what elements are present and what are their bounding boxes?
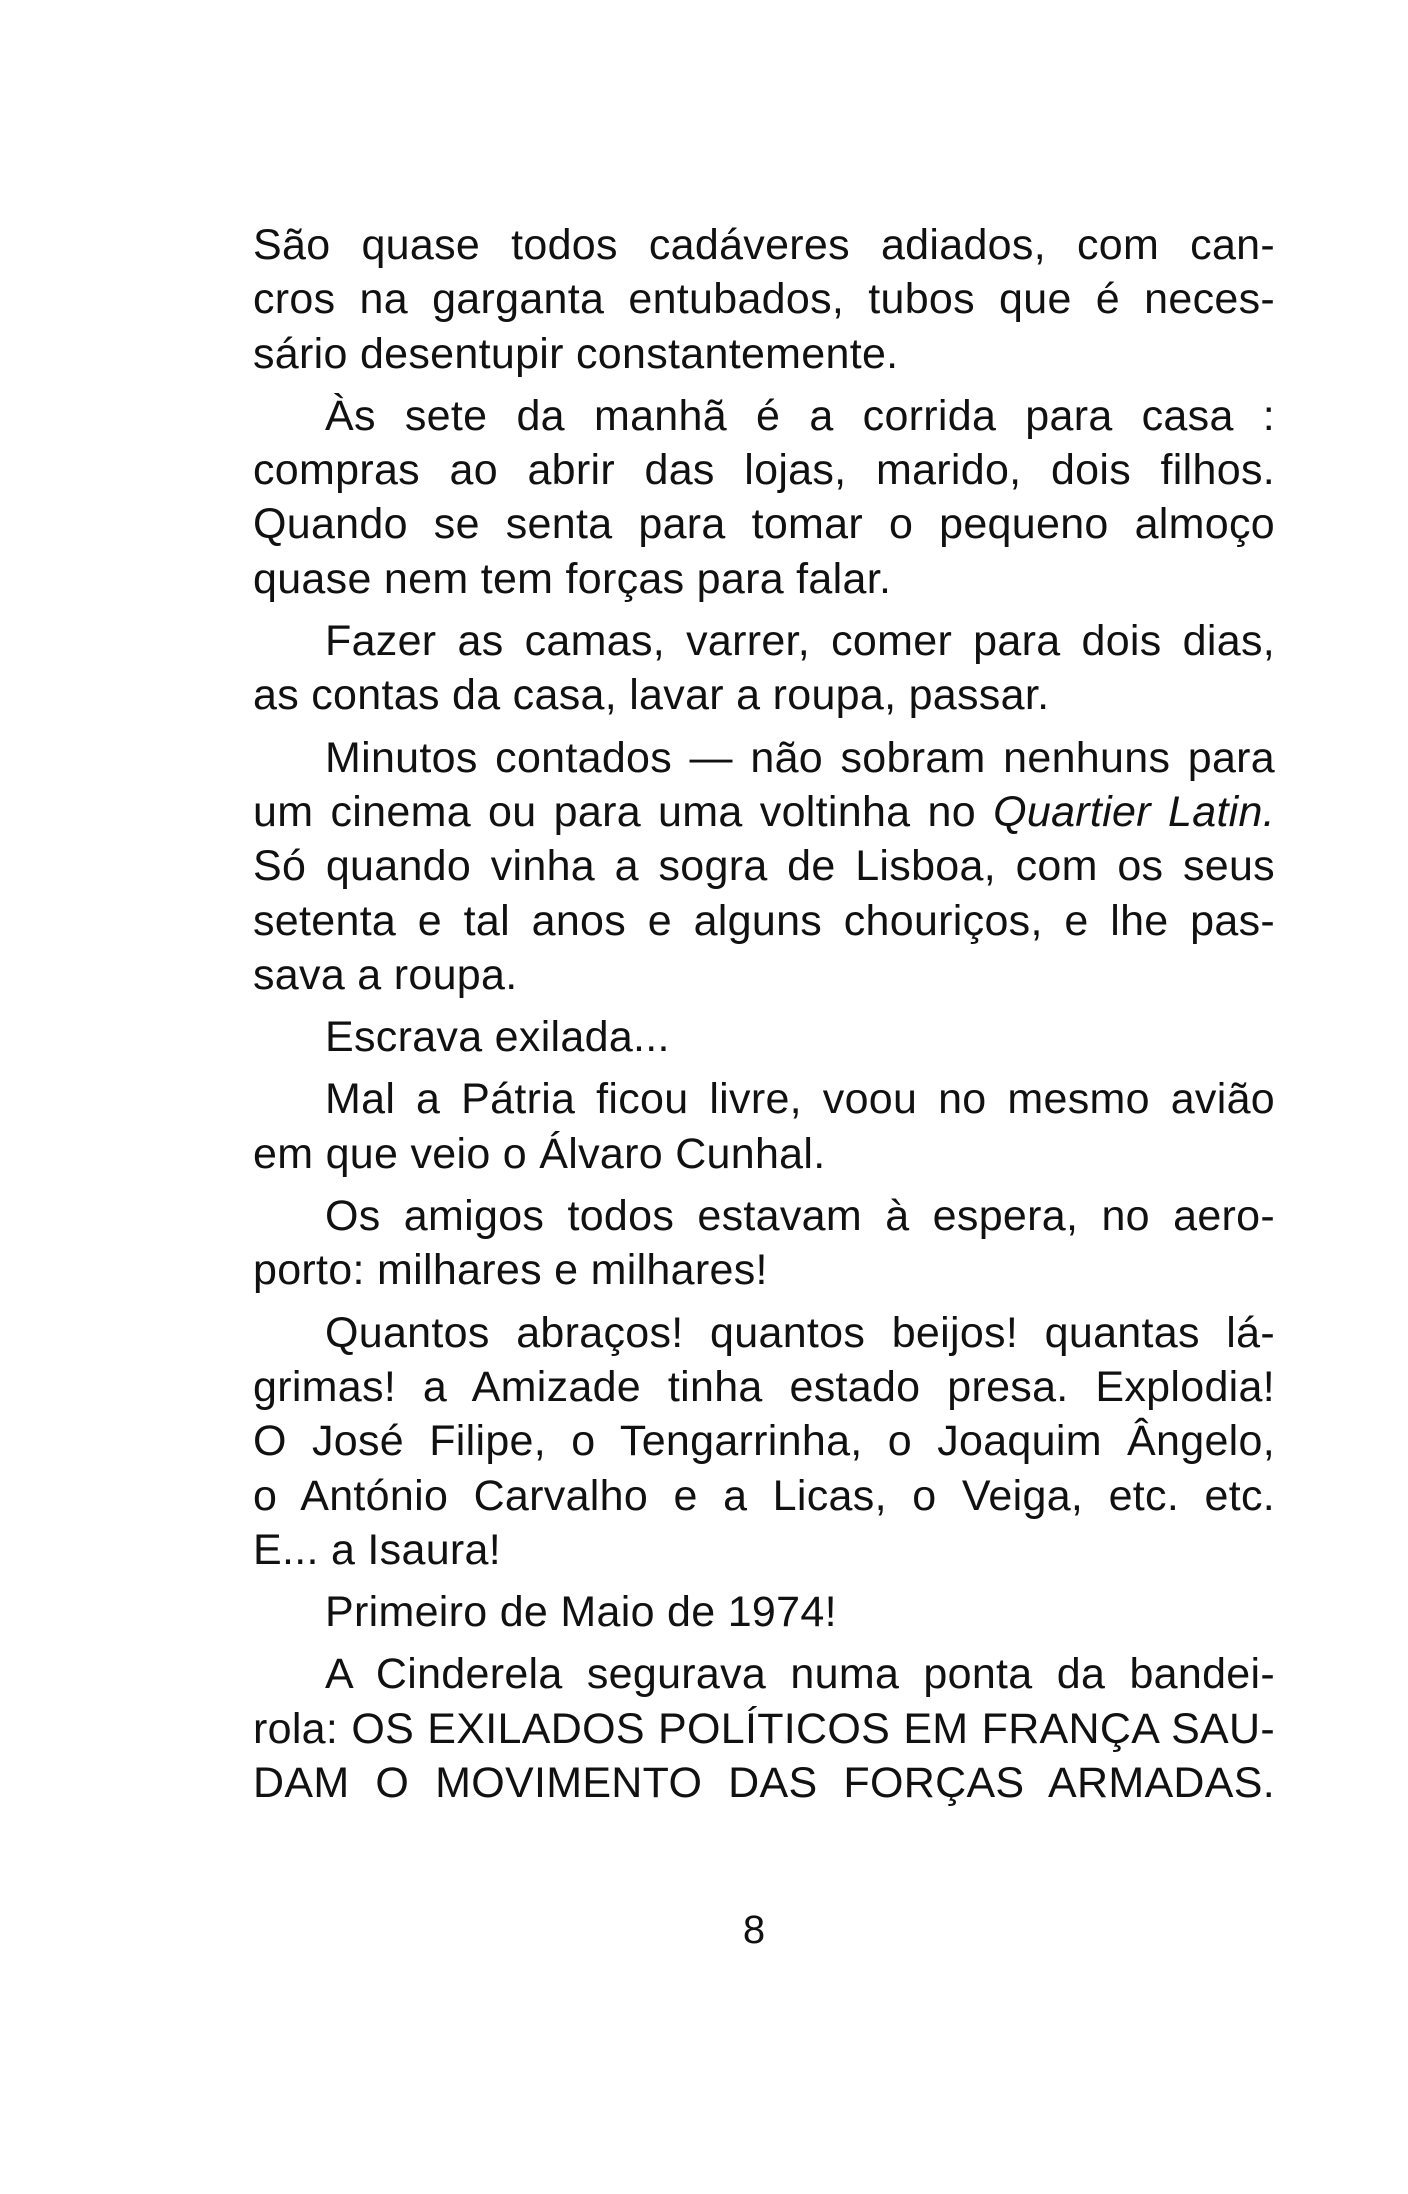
text-line: Só quando vinha a sogra de Lisboa, com os seus [253,842,1275,891]
text-line: Quando se senta para tomar o pequeno almoço [253,500,1275,549]
text-line: cros na garganta entubados, tubos que é neces- [253,275,1275,324]
text-line: Escrava exilada... [325,1013,670,1062]
text-line: o António Carvalho e a Licas, o Veiga, etc. etc. [253,1471,1275,1520]
text-line: A Cinderela segurava numa ponta da bandei- [325,1650,1275,1699]
text-line: compras ao abrir das lojas, marido, dois filhos. [253,446,1275,495]
page-number: 8 [742,1908,766,1952]
text-line: Os amigos todos estavam à espera, no aero- [325,1192,1275,1241]
text-segment: um cinema ou para uma voltinha no [253,787,994,836]
text-line: porto: milhares e milhares! [253,1246,768,1295]
text-line: setenta e tal anos e alguns chouriços, e lhe pas- [253,896,1275,945]
text-line: E... a Isaura! [253,1525,501,1574]
text-line: São quase todos cadáveres adiados, com can- [253,221,1275,269]
text-line: sário desentupir constantemente. [253,329,899,378]
text-line: as contas da casa, lavar a roupa, passar. [253,671,1050,720]
text-line: em que veio o Álvaro Cunhal. [253,1129,826,1178]
text-line: Às sete da manhã é a corrida para casa : [325,391,1275,440]
text-line: DAM O MOVIMENTO DAS FORÇAS ARMADAS. [253,1759,1275,1808]
text-line: grimas! a Amizade tinha estado presa. Explodia! [253,1362,1275,1411]
text-line: Fazer as camas, varrer, comer para dois dias, [325,617,1275,666]
text-line: Minutos contados — não sobram nenhuns para [325,733,1275,782]
text-line: quase nem tem forças para falar. [253,554,892,603]
text-line-with-italic [253,785,1275,839]
italic-phrase: Quartier Latin. [993,787,1275,836]
text-line: Mal a Pátria ficou livre, voou no mesmo avião [325,1075,1275,1124]
text-line: Quantos abraços! quantos beijos! quantas lá- [325,1308,1275,1357]
text-line: O José Filipe, o Tengarrinha, o Joaquim Ângelo, [253,1417,1275,1466]
text-line: rola: OS EXILADOS POLÍTICOS EM FRANÇA SAU- [253,1704,1275,1753]
text-line: Primeiro de Maio de 1974! [325,1588,837,1637]
body-text [253,218,1275,1810]
text-line: sava a roupa. [253,950,518,999]
